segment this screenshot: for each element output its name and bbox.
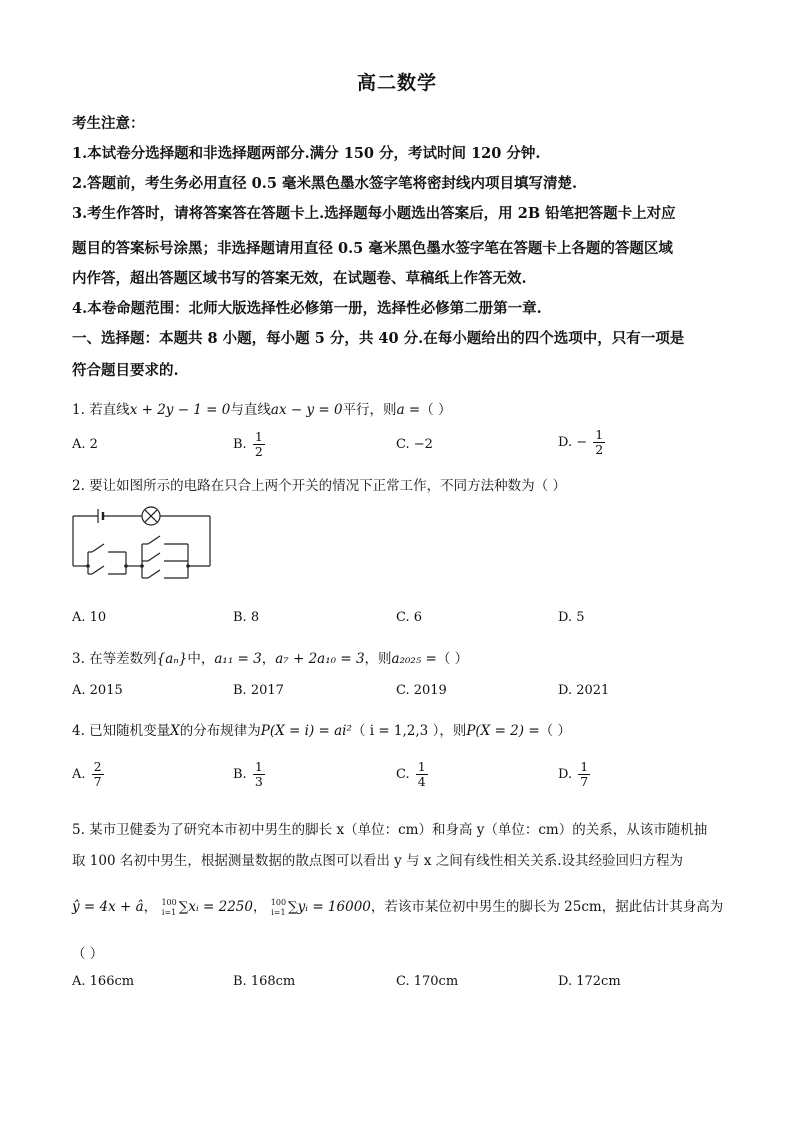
- question-4: [72, 719, 732, 739]
- question-3: [72, 647, 732, 667]
- switch-2: [92, 566, 104, 574]
- q4-option-c: [396, 760, 430, 789]
- q1-line-2-equation: ax − y = 0: [270, 402, 343, 418]
- q1-line-1-equation: x + 2y − 1 = 0: [129, 402, 231, 418]
- q4-option-a-fraction: [92, 760, 104, 789]
- notice-line-6: 4.本卷命题范围：北师大版选择性必修第一册，选择性必修第二册第一章.: [72, 300, 542, 317]
- q3-option-d: D. 2021: [558, 683, 610, 698]
- question-5-line-1: 5. 某市卫健委为了研究本市初中男生的脚长 x（单位：cm）和身高 y（单位：cm）的关系，从该市随机抽: [72, 822, 708, 838]
- q5-sum-limits-1: [161, 899, 176, 917]
- q2-option-b: B. 8: [233, 610, 260, 625]
- question-1: [72, 398, 732, 418]
- q5-sum-2-lower: i=1: [271, 907, 286, 917]
- question-2: 2. 要让如图所示的电路在只合上两个开关的情况下正常工作，不同方法种数为（ ）: [72, 478, 566, 494]
- q4-option-b-numerator: 1: [254, 759, 263, 774]
- q5-line-3-tail: ，若该市某位初中男生的脚长为 25cm，据此估计其身高为: [370, 899, 724, 915]
- q4-option-d-denominator: 7: [580, 773, 589, 789]
- q4-option-b-label: B.: [233, 766, 247, 782]
- q4-text-a: 4. 已知随机变量: [72, 723, 171, 739]
- q2-option-c: C. 6: [396, 610, 423, 625]
- q4-option-b: [233, 760, 267, 789]
- q1-option-d-fraction: [593, 428, 605, 457]
- question-5-line-3: ŷ = 4x + â， 100 i=1 ∑xᵢ = 2250， 100 i=1 ∑yᵢ = 16000，若该市某位初中男生的脚长为 25cm，据此估计其身高为: [72, 897, 724, 917]
- q5-sum-1-lower: i=1: [161, 907, 177, 917]
- q3-option-b: B. 2017: [233, 683, 284, 698]
- q5-option-a: A. 166cm: [72, 974, 135, 989]
- q5-sum-x: ∑xᵢ = 2250: [178, 899, 253, 915]
- q3-option-a: A. 2015: [72, 683, 123, 698]
- q1-text-a: 若直线: [89, 402, 130, 418]
- section-1-line-1: 一、选择题：本题共 8 小题，每小题 5 分，共 40 分.在每小题给出的四个选项中，只有一项是: [72, 330, 685, 347]
- q4-option-b-fraction: [253, 760, 265, 789]
- page-title: 高二数学: [356, 72, 437, 94]
- notice-line-3: 3.考生作答时，请将答案答在答题卡上.选择题每小题选出答案后，用 2B 铅笔把答题卡上对应: [72, 205, 676, 222]
- q4-option-d-fraction: [578, 760, 590, 789]
- q2-option-a: A. 10: [72, 610, 107, 625]
- q3-text-a: 3. 在等差数列: [72, 651, 157, 667]
- q1-option-d: [558, 428, 607, 457]
- q3-sequence: {aₙ}: [156, 651, 188, 667]
- q4-option-c-label: C.: [396, 766, 410, 782]
- notice-line-2: 2.答题前，考生务必用直径 0.5 毫米黑色墨水签字笔将密封线内项目填写清楚.: [72, 175, 578, 192]
- circuit-diagram: [70, 506, 215, 584]
- q1-text-d: （ ）: [420, 402, 452, 418]
- q4-option-d: [558, 760, 592, 789]
- question-5-line-4: （ ）: [72, 946, 104, 962]
- q5-option-d: D. 172cm: [558, 974, 621, 989]
- q1-option-b: [233, 430, 267, 459]
- q1-option-d-denominator: 2: [595, 441, 604, 457]
- q5-sum-limits-2: [271, 899, 286, 917]
- q4-text-c: ，则: [439, 723, 467, 739]
- q1-option-b-fraction: [253, 430, 265, 459]
- q3-target: a₂₀₂₅ =: [391, 651, 437, 667]
- q3-condition-2: a₇ + 2a₁₀ = 3: [275, 651, 365, 667]
- q4-option-a-numerator: 2: [93, 759, 102, 774]
- q1-unknown: a =: [396, 402, 421, 418]
- q5-sum-2-upper: 100: [270, 897, 287, 907]
- q1-option-d-numerator: 1: [595, 427, 604, 442]
- q3-separator: ，: [261, 651, 276, 667]
- q4-option-b-denominator: 3: [254, 773, 263, 789]
- q4-option-d-numerator: 1: [580, 759, 589, 774]
- q4-option-c-fraction: [416, 760, 428, 789]
- q2-option-d: D. 5: [558, 610, 585, 625]
- q4-condition: （ i = 1,2,3 ）: [351, 723, 440, 739]
- q5-sum-1-upper: 100: [161, 897, 177, 907]
- notice-line-1: 1.本试卷分选择题和非选择题两部分.满分 150 分，考试时间 120 分钟.: [72, 145, 541, 162]
- q4-option-a-label: A.: [72, 766, 86, 782]
- notice-line-4: 题目的答案标号涂黑；非选择题请用直径 0.5 毫米黑色墨水签字笔在答题卡上各题的答题区域: [72, 240, 673, 257]
- switch-1: [92, 544, 104, 552]
- q5-sum-y: ∑yᵢ = 16000: [288, 899, 371, 915]
- question-5-line-2: 取 100 名初中男生，根据测量数据的散点图可以看出 y 与 x 之间有线性相关关系.设其经验回归方程为: [72, 853, 684, 869]
- notice-line-5: 内作答，超出答题区域书写的答案无效，在试题卷、草稿纸上作答无效.: [72, 270, 527, 287]
- q5-regression-equation: ŷ = 4x + â: [72, 899, 144, 915]
- q3-text-d: （ ）: [436, 651, 469, 667]
- q4-option-a-denominator: 7: [93, 773, 102, 789]
- q1-text-c: 平行，则: [342, 402, 397, 418]
- q4-text-d: （ ）: [539, 723, 571, 739]
- q4-option-c-denominator: 4: [417, 773, 426, 789]
- q1-number: 1.: [72, 402, 85, 418]
- q3-condition-1: a₁₁ = 3: [214, 651, 262, 667]
- q1-text-b: 与直线: [230, 402, 271, 418]
- notice-heading: 考生注意：: [72, 115, 145, 132]
- switch-5: [148, 570, 160, 578]
- q3-text-c: ，则: [364, 651, 392, 667]
- q4-option-a: [72, 760, 106, 789]
- switch-3: [148, 536, 160, 544]
- q3-option-c: C. 2019: [396, 683, 447, 698]
- q4-variable: X: [170, 723, 180, 739]
- q1-option-c: C. −2: [396, 437, 433, 452]
- q1-option-b-denominator: 2: [254, 443, 263, 459]
- q5-option-b: B. 168cm: [233, 974, 296, 989]
- q1-option-d-label: D. −: [558, 434, 588, 450]
- q4-distribution: P(X = i) = ai²: [260, 723, 352, 739]
- q4-option-d-label: D.: [558, 766, 573, 782]
- section-1-line-2: 符合题目要求的.: [72, 362, 179, 379]
- q1-option-b-numerator: 1: [254, 429, 263, 444]
- q1-option-b-label: B.: [233, 436, 247, 452]
- q1-option-a: A. 2: [72, 437, 98, 452]
- q4-text-b: 的分布规律为: [179, 723, 261, 739]
- switch-4: [148, 553, 160, 561]
- q5-option-c: C. 170cm: [396, 974, 459, 989]
- q4-option-c-numerator: 1: [417, 759, 426, 774]
- q4-target: P(X = 2) =: [466, 723, 540, 739]
- q3-text-b: 中，: [187, 651, 215, 667]
